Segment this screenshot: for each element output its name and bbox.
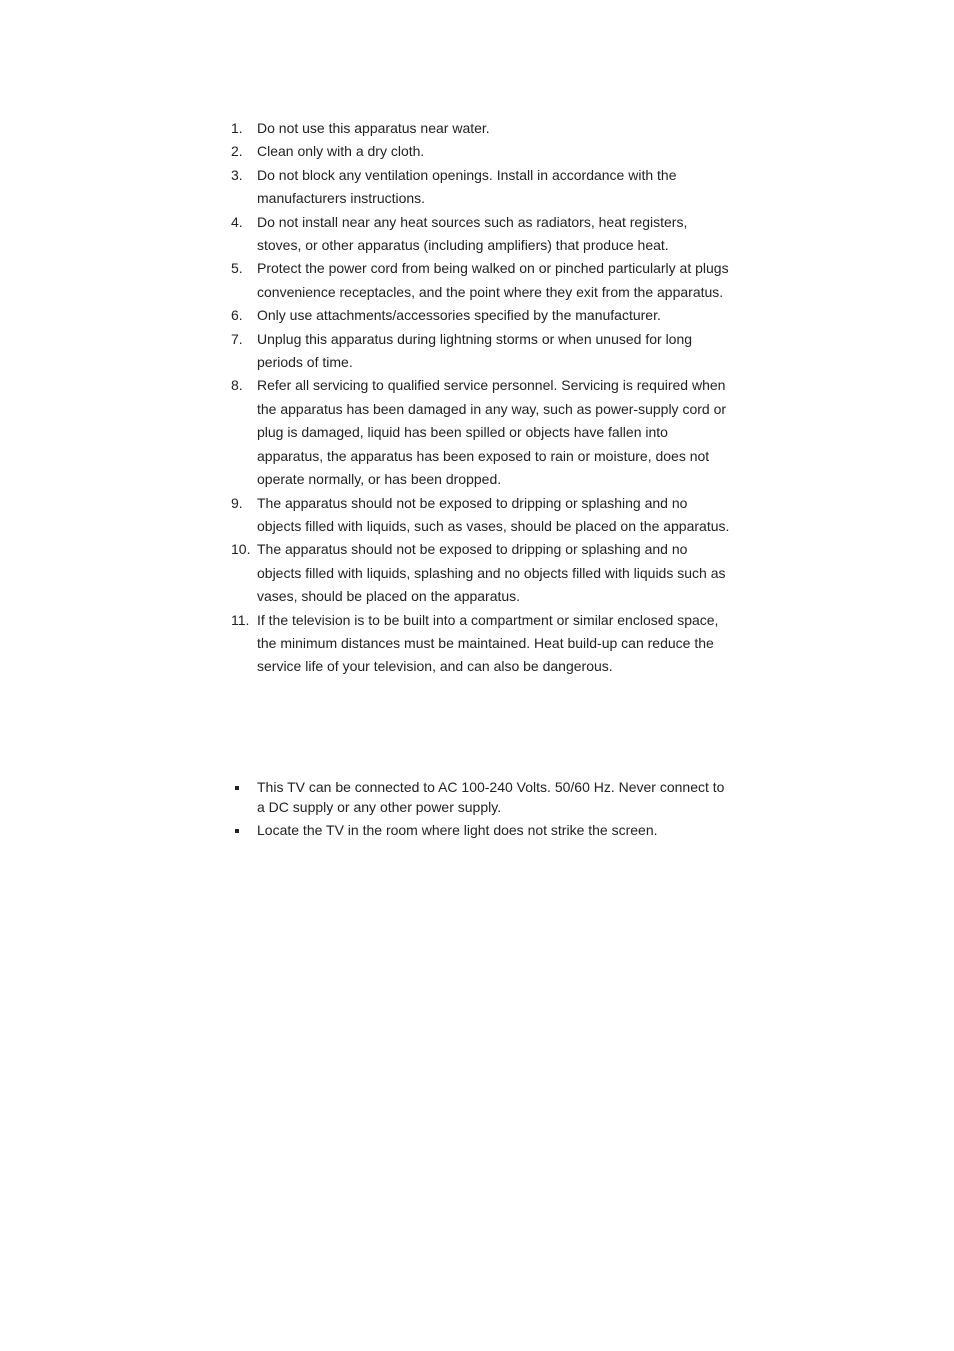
list-item xyxy=(231,609,731,679)
power-notes-list xyxy=(231,778,731,845)
item-text: If the television is to be built into a compartment or similar enclosed space, the minimum distances must be maintained. Heat build-up can reduce the service life of your television, and can also be dangerous. xyxy=(257,611,719,675)
item-text: Unplug this apparatus during lightning storms or when unused for long periods of time. xyxy=(257,330,693,371)
list-item xyxy=(231,328,731,375)
item-number: 7. xyxy=(231,330,243,347)
item-text: Protect the power cord from being walked on or pinched particularly at plugs convenience receptacles, and the point where they exit from the apparatus. xyxy=(257,260,729,300)
list-item xyxy=(231,211,731,258)
item-text: Clean only with a dry cloth. xyxy=(257,143,425,160)
item-text: Refer all servicing to qualified service personnel. Servicing is required when the apparatus has been damaged in any way, such as power-supply cord or plug is damaged, liquid has been spilled or objects have fallen into apparatus, the apparatus has been exposed to rain or moisture, does not operate normally, or has been dropped. xyxy=(257,377,727,488)
list-item xyxy=(231,538,731,608)
item-text: The apparatus should not be exposed to dripping or splashing and no objects filled with liquids, splashing and no objects filled with liquids such as vases, should be placed on the apparatus. xyxy=(257,541,726,605)
item-text: Do not block any ventilation openings. Install in accordance with the manufacturers instructions. xyxy=(257,166,677,207)
list-item xyxy=(231,492,731,539)
item-text: The apparatus should not be exposed to dripping or splashing and no objects filled with liquids, such as vases, should be placed on the apparatus. xyxy=(257,494,730,534)
item-text: Do not use this apparatus near water. xyxy=(257,120,490,136)
list-item xyxy=(231,257,731,304)
list-item xyxy=(231,821,731,841)
safety-instructions-list xyxy=(231,117,731,679)
item-number: 11. xyxy=(231,611,250,628)
item-number: 2. xyxy=(231,143,243,160)
item-number: 5. xyxy=(231,260,243,277)
list-item xyxy=(231,140,731,163)
list-item xyxy=(231,304,731,327)
item-text: Only use attachments/accessories specified by the manufacturer. xyxy=(257,307,661,324)
item-text: This TV can be connected to AC 100-240 Volts. 50/60 Hz. Never connect to a DC supply or any other power supply. xyxy=(257,779,725,815)
item-text: Do not install near any heat sources such as radiators, heat registers, stoves, or other apparatus (including amplifiers) that produce heat. xyxy=(257,213,688,254)
list-item xyxy=(231,374,731,491)
item-text: Locate the TV in the room where light does not strike the screen. xyxy=(257,822,658,838)
list-item xyxy=(231,164,731,211)
item-number: 9. xyxy=(231,494,243,511)
item-number: 8. xyxy=(231,377,243,394)
bullet-icon xyxy=(235,829,239,833)
list-item xyxy=(231,117,731,140)
item-number: 6. xyxy=(231,307,243,324)
list-item xyxy=(231,778,731,817)
item-number: 3. xyxy=(231,166,243,183)
item-number: 1. xyxy=(231,120,243,136)
item-number: 4. xyxy=(231,213,243,230)
bullet-icon xyxy=(235,786,239,790)
item-number: 10. xyxy=(231,541,251,558)
